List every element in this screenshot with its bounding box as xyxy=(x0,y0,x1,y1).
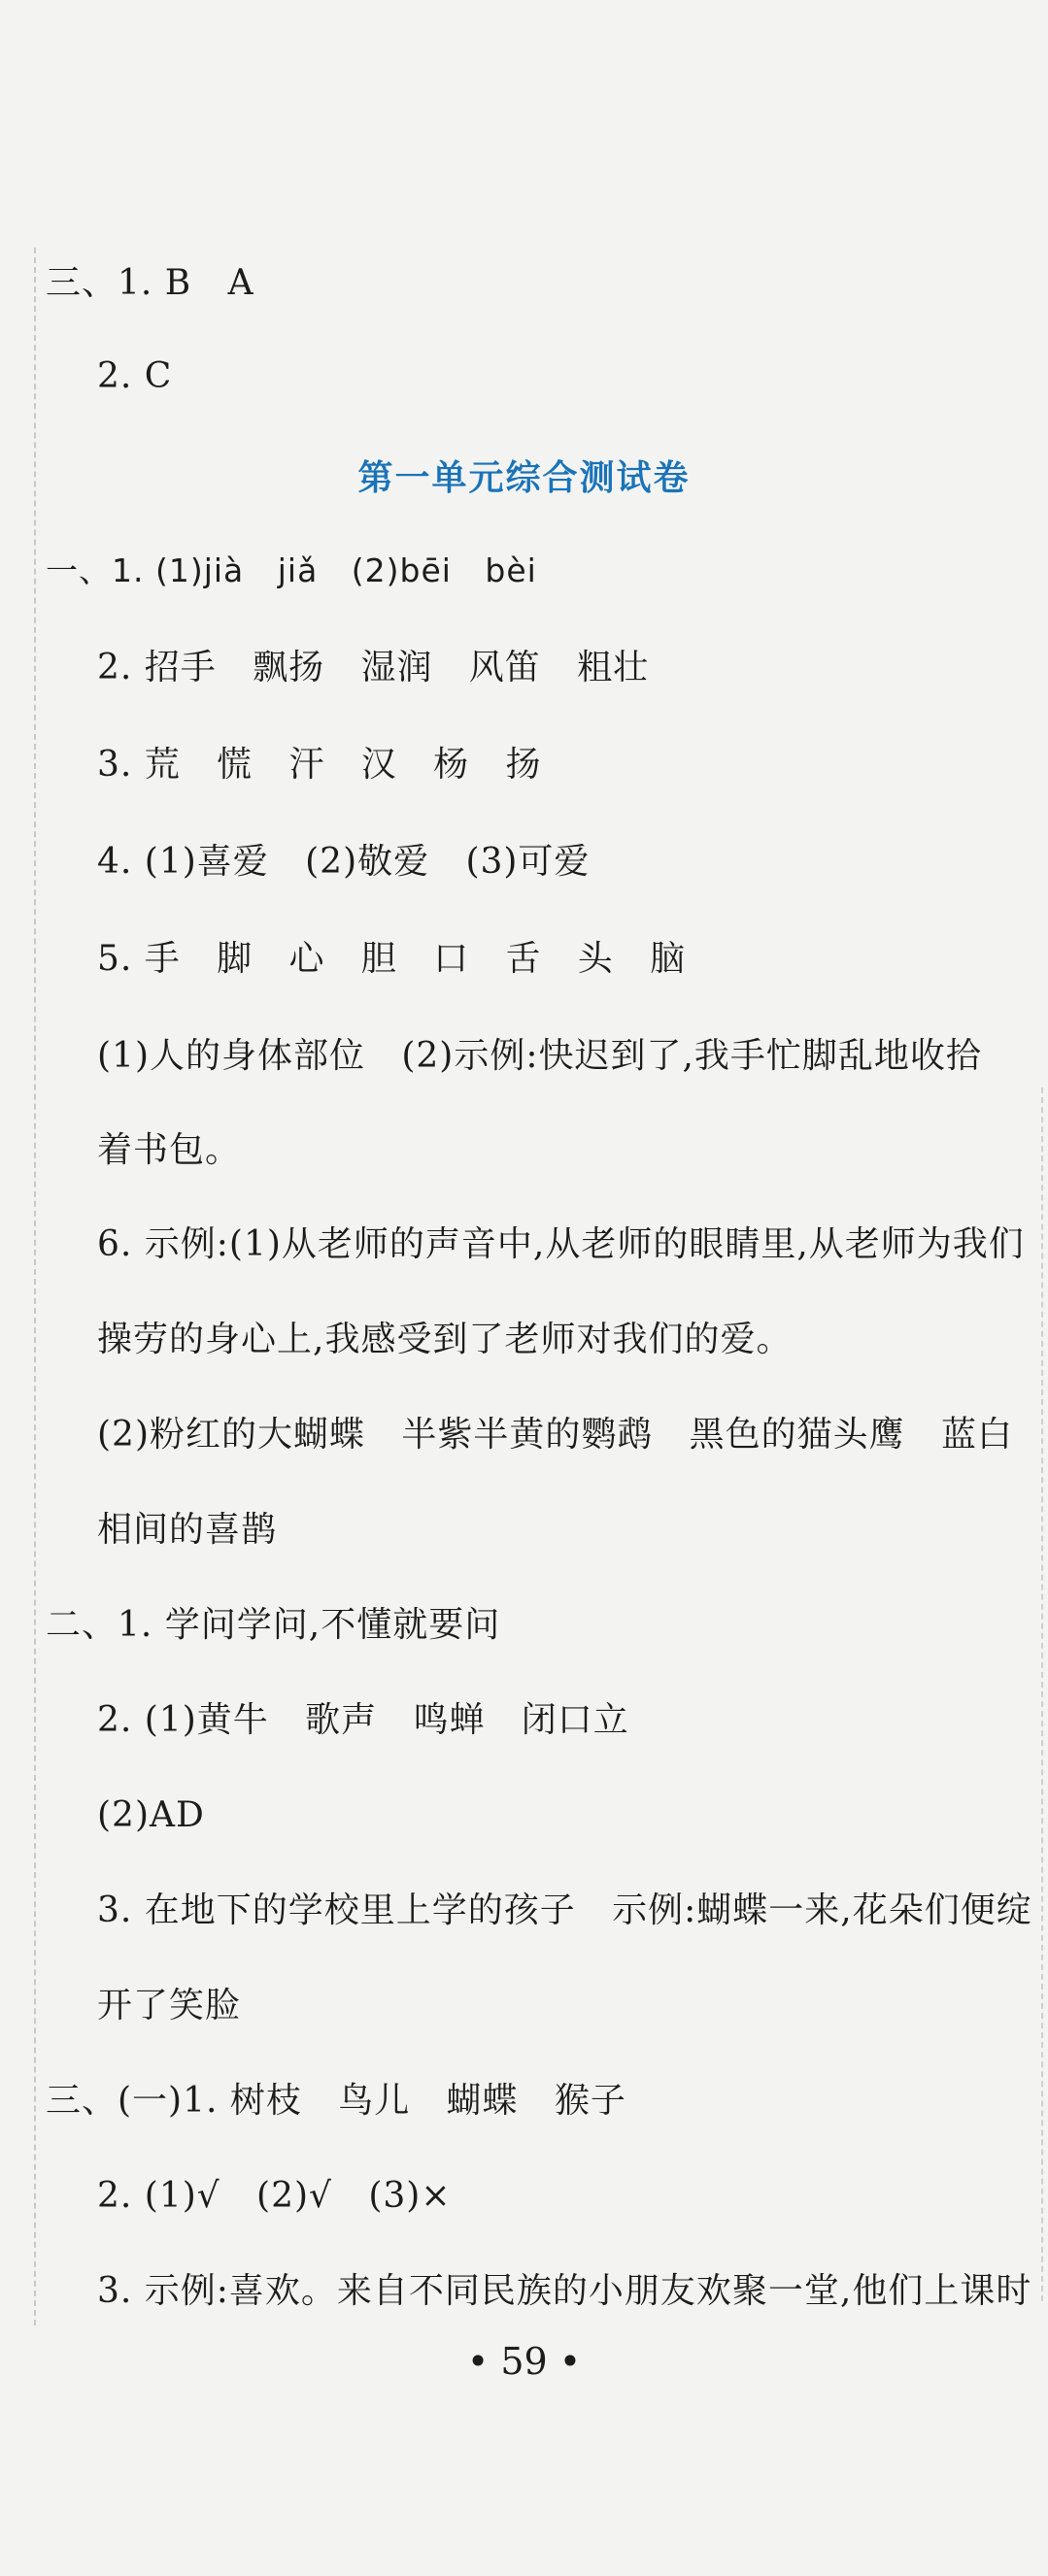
binding-margin-rule xyxy=(34,248,36,2325)
answer-line: 一、1. (1)jià jiǎ (2)bēi bèi xyxy=(46,552,537,589)
answer-line: (2)AD xyxy=(97,1795,205,1835)
page-number: • 59 • xyxy=(466,2340,582,2383)
answer-line: 3. 示例:喜欢。来自不同民族的小朋友欢聚一堂,他们上课时 xyxy=(97,2271,1032,2311)
answer-line: 三、(一)1. 树枝 鸟儿 蝴蝶 猴子 xyxy=(46,2081,626,2121)
answer-line: 2. 招手 飘扬 湿润 风笛 粗壮 xyxy=(97,648,650,687)
answer-line: 3. 在地下的学校里上学的孩子 示例:蝴蝶一来,花朵们便绽 xyxy=(97,1890,1032,1930)
answer-line: 5. 手 脚 心 胆 口 舌 头 脑 xyxy=(97,939,687,979)
answer-line: 操劳的身心上,我感受到了老师对我们的爱。 xyxy=(97,1320,793,1359)
answer-line: 6. 示例:(1)从老师的声音中,从老师的眼睛里,从老师为我们 xyxy=(97,1224,1025,1264)
answer-line: 2. (1)黄牛 歌声 鸣蝉 闭口立 xyxy=(97,1700,629,1740)
answer-line: 二、1. 学问学问,不懂就要问 xyxy=(46,1605,501,1645)
answer-line: (2)粉红的大蝴蝶 半紫半黄的鹦鹉 黑色的猫头鹰 蓝白 xyxy=(97,1415,1013,1455)
section-title: 第一单元综合测试卷 xyxy=(357,457,691,498)
answer-line: 三、1. B A xyxy=(46,263,254,303)
answer-line: 着书包。 xyxy=(97,1130,242,1170)
answer-line: 2. (1)√ (2)√ (3)× xyxy=(97,2176,452,2216)
answer-line: 2. C xyxy=(97,356,173,396)
answer-line: 3. 荒 慌 汗 汉 杨 扬 xyxy=(97,745,542,785)
answer-line: 4. (1)喜爱 (2)敬爱 (3)可爱 xyxy=(97,842,591,882)
answer-line: 开了笑脸 xyxy=(97,1986,242,2025)
edge-margin-rule xyxy=(1041,1087,1043,2301)
answer-line: (1)人的身体部位 (2)示例:快迟到了,我手忙脚乱地收拾 xyxy=(97,1036,982,1076)
answer-line: 相间的喜鹊 xyxy=(97,1510,278,1550)
